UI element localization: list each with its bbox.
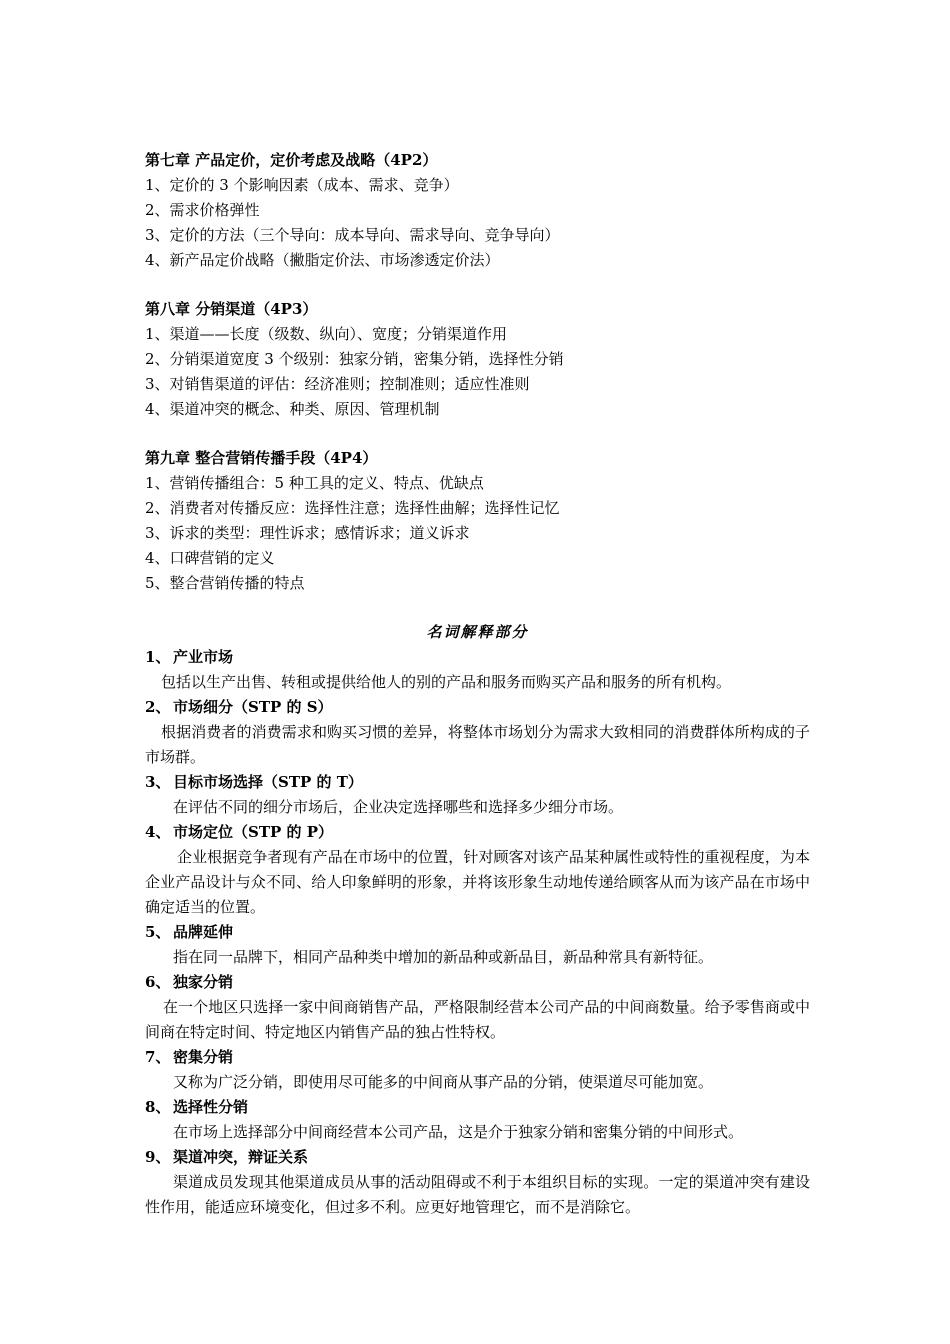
term-heading: 4、 市场定位（STP 的 P） <box>145 823 333 841</box>
term-heading: 8、 选择性分销 <box>145 1098 249 1116</box>
list-item: 1、定价的 3 个影响因素（成本、需求、竞争） <box>145 176 459 194</box>
list-item: 5、整合营销传播的特点 <box>145 574 305 592</box>
list-item: 2、消费者对传播反应：选择性注意；选择性曲解；选择性记忆 <box>145 499 560 517</box>
list-item: 4、新产品定价战略（撇脂定价法、市场渗透定价法） <box>145 251 500 269</box>
term-definition: 渠道成员发现其他渠道成员从事的活动阻碍或不利于本组织目标的实现。一定的渠道冲突有建设性作用，能适应环境变化，但过多不利。应更好地管理它，而不是消除它。 <box>145 1173 810 1216</box>
term-heading: 7、 密集分销 <box>145 1048 234 1066</box>
term-definition: 指在同一品牌下，相同产品种类中增加的新品种或新品目，新品种常具有新特征。 <box>173 948 714 966</box>
term-definition: 在评估不同的细分市场后，企业决定选择哪些和选择多少细分市场。 <box>173 798 624 816</box>
chapter-title: 第九章 整合营销传播手段（4P4） <box>145 449 378 467</box>
chapter-title: 第八章 分销渠道（4P3） <box>145 300 318 318</box>
list-item: 2、需求价格弹性 <box>145 201 260 219</box>
list-item: 3、对销售渠道的评估：经济准则；控制准则；适应性准则 <box>145 375 530 393</box>
term-definition: 又称为广泛分销，即使用尽可能多的中间商从事产品的分销，使渠道尽可能加宽。 <box>173 1073 714 1091</box>
chapter-9 <box>145 446 810 596</box>
chapter-8 <box>145 297 810 422</box>
term-heading: 9、 渠道冲突，辩证关系 <box>145 1148 309 1166</box>
glossary-section <box>145 620 810 1220</box>
list-item: 3、定价的方法（三个导向：成本导向、需求导向、竞争导向） <box>145 226 560 244</box>
chapter-7 <box>145 148 810 273</box>
term-heading: 5、 品牌延伸 <box>145 923 234 941</box>
term-heading: 6、 独家分销 <box>145 973 234 991</box>
term-heading: 1、 产业市场 <box>145 648 234 666</box>
term-definition: 在一个地区只选择一家中间商销售产品，严格限制经营本公司产品的中间商数量。给予零售商或中间商在特定时间、特定地区内销售产品的独占性特权。 <box>145 998 810 1041</box>
list-item: 4、渠道冲突的概念、种类、原因、管理机制 <box>145 400 440 418</box>
list-item: 2、分销渠道宽度 3 个级别：独家分销，密集分销，选择性分销 <box>145 350 564 368</box>
glossary-title: 名词解释部分 <box>426 623 529 641</box>
list-item: 4、口碑营销的定义 <box>145 549 275 567</box>
document-page <box>145 148 810 1220</box>
term-definition: 在市场上选择部分中间商经营本公司产品，这是介于独家分销和密集分销的中间形式。 <box>173 1123 744 1141</box>
term-definition: 根据消费者的消费需求和购买习惯的差异，将整体市场划分为需求大致相同的消费群体所构成的子市场群。 <box>145 723 810 766</box>
term-heading: 2、 市场细分（STP 的 S） <box>145 698 333 716</box>
term-heading: 3、 目标市场选择（STP 的 T） <box>145 773 363 791</box>
list-item: 3、诉求的类型：理性诉求；感情诉求；道义诉求 <box>145 524 470 542</box>
term-definition: 包括以生产出售、转租或提供给他人的别的产品和服务而购买产品和服务的所有机构。 <box>161 673 732 691</box>
list-item: 1、渠道——长度（级数、纵向）、宽度；分销渠道作用 <box>145 325 508 343</box>
term-definition: 企业根据竞争者现有产品在市场中的位置，针对顾客对该产品某种属性或特性的重视程度，为本企业产品设计与众不同、给人印象鲜明的形象，并将该形象生动地传递给顾客从而为该产品在市场中确定适当的位置。 <box>145 848 810 916</box>
chapter-title: 第七章 产品定价，定价考虑及战略（4P2） <box>145 151 438 169</box>
list-item: 1、营销传播组合：5 种工具的定义、特点、优缺点 <box>145 474 484 492</box>
